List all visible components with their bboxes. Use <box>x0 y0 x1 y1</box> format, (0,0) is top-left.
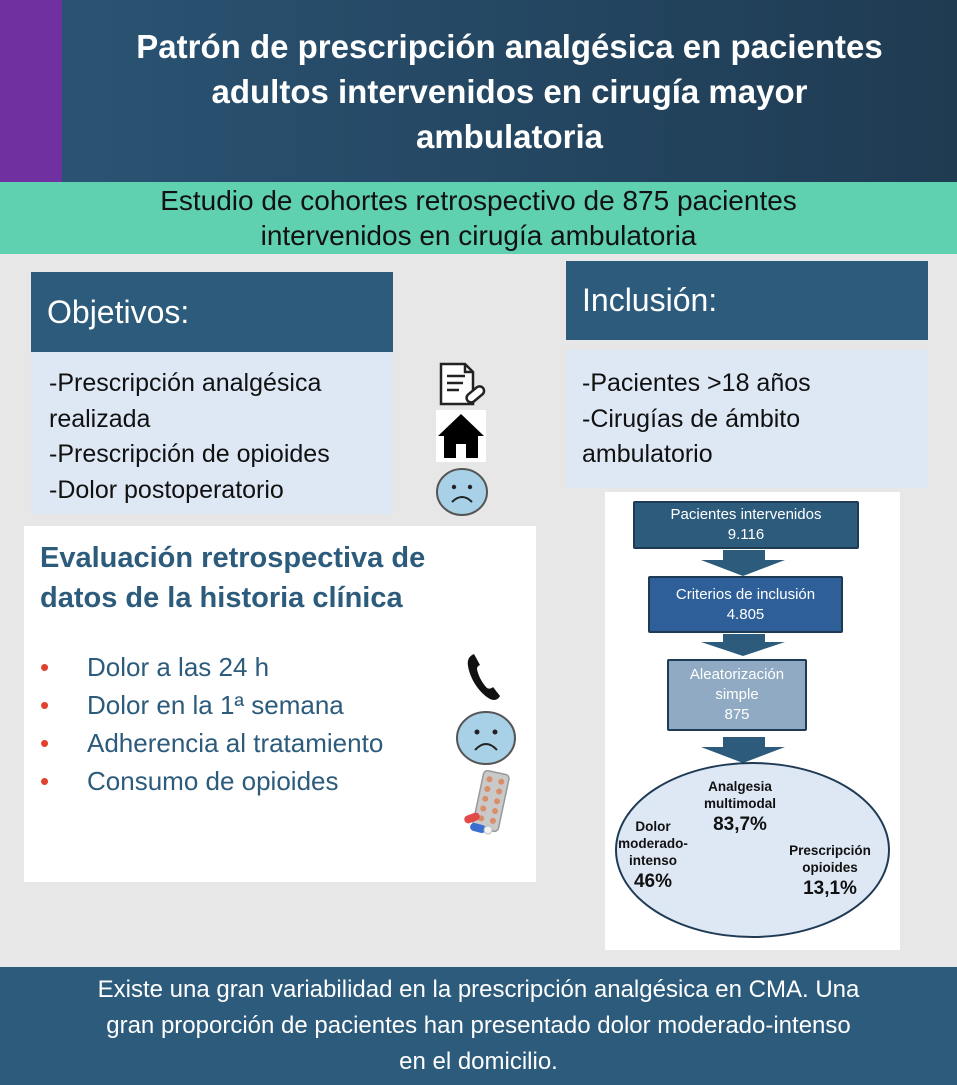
arrow-down-icon <box>701 634 787 656</box>
result-label: opioides <box>802 860 858 875</box>
bullet-icon: • <box>40 728 50 758</box>
flow-box-label: simple <box>715 686 759 703</box>
result-value: 13,1% <box>803 878 857 899</box>
conclusion-footer <box>0 967 957 1085</box>
result-pain <box>607 818 699 895</box>
accent-bar <box>0 0 62 182</box>
house-icon <box>436 410 486 462</box>
result-value: 83,7% <box>713 814 767 835</box>
title-line: adultos intervenidos en cirugía mayor <box>211 72 808 110</box>
pills-icon <box>462 770 510 836</box>
result-label: multimodal <box>703 796 776 811</box>
arrow-down-icon <box>701 550 787 576</box>
evaluation-item <box>40 690 344 721</box>
evaluation-item-label: Dolor en la 1ª semana <box>87 690 344 720</box>
subtitle-line: Estudio de cohortes retrospectivo de 875 pacientes <box>160 185 797 216</box>
subtitle-line: intervenidos en cirugía ambulatoria <box>260 220 697 251</box>
objective-line: -Dolor postoperatorio <box>49 475 284 504</box>
flow-box-value: 4.805 <box>726 605 765 623</box>
result-label: Prescripción <box>789 843 871 858</box>
objectives-box <box>31 352 393 514</box>
evaluation-item <box>40 766 339 797</box>
sad-face-icon <box>435 467 489 517</box>
objectives-heading: Objetivos: <box>31 272 393 352</box>
flow-box-value: 9.116 <box>727 526 765 543</box>
result-label: Dolor <box>635 819 671 834</box>
flow-box-label: Aleatorización <box>689 666 785 683</box>
prescription-icon <box>437 362 489 408</box>
evaluation-item <box>40 728 383 759</box>
bullet-icon: • <box>40 690 50 720</box>
inclusion-line: ambulatorio <box>582 440 713 468</box>
objective-line: realizada <box>49 404 151 433</box>
evaluation-item-label: Dolor a las 24 h <box>87 652 270 682</box>
result-label: moderado- <box>618 836 688 851</box>
title-banner <box>62 0 957 182</box>
flow-box-randomization <box>667 659 807 731</box>
evaluation-heading-line: datos de la historia clínica <box>40 582 403 614</box>
title-line: Patrón de prescripción analgésica en pacientes <box>136 27 883 65</box>
conclusion-line: en el domicilio. <box>399 1048 558 1075</box>
evaluation-heading-line: Evaluación retrospectiva de <box>40 542 426 574</box>
evaluation-heading <box>40 538 520 618</box>
result-label: Analgesia <box>708 779 772 794</box>
objective-line: -Prescripción analgésica <box>49 369 322 397</box>
bullet-icon: • <box>40 766 50 796</box>
evaluation-item-label: Adherencia al tratamiento <box>87 728 384 758</box>
inclusion-line: -Pacientes >18 años <box>582 369 811 397</box>
title-line: ambulatoria <box>415 117 604 155</box>
page-title <box>136 24 882 159</box>
phone-icon <box>466 652 502 702</box>
sad-face-icon <box>455 710 517 766</box>
inclusion-box <box>566 350 928 488</box>
evaluation-item-label: Consumo de opioides <box>87 766 339 796</box>
result-multimodal <box>685 778 795 838</box>
bullet-icon: • <box>40 652 50 682</box>
evaluation-panel <box>24 526 536 882</box>
evaluation-item <box>40 652 269 683</box>
result-label: intenso <box>628 853 677 868</box>
conclusion-line: Existe una gran variabilidad en la prescripción analgésica en CMA. Una <box>97 976 860 1003</box>
flow-box-patients <box>633 501 859 549</box>
flow-box-value: 875 <box>724 706 750 723</box>
result-opioids <box>775 842 885 902</box>
objective-line: -Prescripción de opioides <box>49 440 330 468</box>
arrow-down-icon <box>701 737 787 763</box>
flow-box-label: Criterios de inclusión <box>675 585 816 603</box>
conclusion-line: gran proporción de pacientes han presentado dolor moderado-intenso <box>106 1012 851 1039</box>
inclusion-heading: Inclusión: <box>566 261 928 340</box>
flowchart <box>605 492 900 950</box>
study-subtitle <box>0 182 957 254</box>
result-value: 46% <box>633 871 673 892</box>
flow-box-inclusion <box>648 576 843 633</box>
flow-box-label: Pacientes intervenidos <box>670 506 822 523</box>
inclusion-line: -Cirugías de ámbito <box>582 404 801 433</box>
